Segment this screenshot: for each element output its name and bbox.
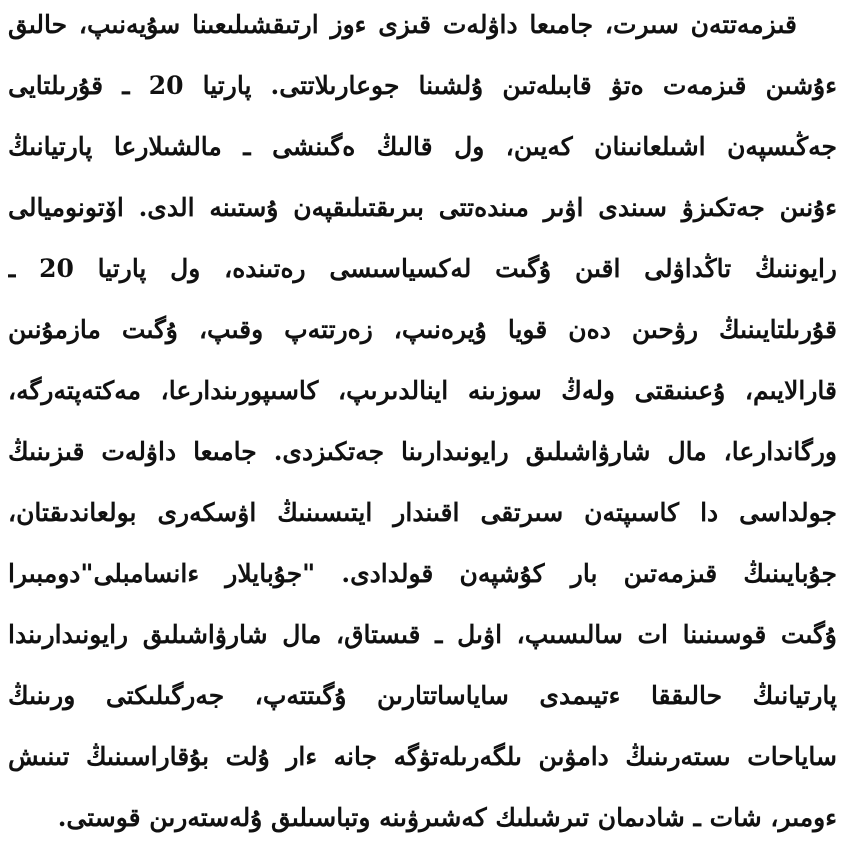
text-line: ءومىر، شات ـ شادىمان تىرشىلىك كەشىرۋىنە وتباسىلىق ۇلەستەرىن قوستى. bbox=[57, 803, 837, 832]
text-line: ساياحات ىستەرىنىڭ دامۋىن ىلگەرىلەتۋگە جانە ءار ۇلت بۇقاراسىنىڭ تىنىش bbox=[8, 742, 837, 771]
text-line: قىزمەتتەن سىرت، جامىعا داۋلەت قىزى ءوز ارتىقشىلىعىنا سۇيەنىپ، حالىق bbox=[8, 10, 797, 39]
text-line: رايوننىڭ تاڭداۋلى اقىن ۇگىت لەكسياسىسى رەتىندە، ول پارتيا 20 ـ bbox=[8, 254, 837, 283]
text-line: پارتيانىڭ حالىققا ءتيىمدى ساياساتتارىن ۇگىتتەپ، جەرگىلىكتى ورىنىڭ bbox=[8, 681, 837, 710]
text-line: قارالايىم، ۇعىنىقتى ولەڭ سوزىنە اينالدىرىپ، كاسىپورىندارعا، مەكتەپتەرگە، bbox=[8, 376, 837, 405]
text-line: ورگاندارعا، مال شارۋاشىلىق رايونىدارىنا جەتكىزدى. جامىعا داۋلەت قىزىنىڭ bbox=[8, 437, 837, 466]
text-line: ءۇشىن قىزمەت ەتۋ قابىلەتىن ۇلشىنا جوعارىلاتتى. پارتيا 20 ـ قۇرىلتايى bbox=[8, 71, 837, 100]
text-line: ءۇنىن جەتكىزۋ سىندى اۋىر مىندەتتى بىرىقتىلىقپەن ۇستىنە الدى. اۆتونوميالى bbox=[8, 193, 837, 222]
text-line: ۇگىت قوسىنىنا ات سالىسىپ، اۋىل ـ قىستاق، مال شارۋاشىلىق رايونىدارىندا bbox=[8, 620, 837, 649]
text-line: جەڭىسپەن اشىلعانىنان كەيىن، ول قالىڭ ەگىنشى ـ مالشىلارعا پارتيانىڭ bbox=[8, 132, 837, 161]
text-line: قۇرىلتايىنىڭ رۋحىن دەن قويا ۇيرەنىپ، زەرتتەپ وقىپ، ۇگىت مازمۇنىن bbox=[8, 315, 837, 344]
text-line: جۇبايىنىڭ قىزمەتىن بار كۇشپەن قولدادى. "جۇبايلار ءانسامبلى"دومبىرا bbox=[8, 559, 837, 588]
text-line: جولداسى دا كاسىپتەن سىرتقى اقىندار ايتىسىنىڭ اۋسكەرى بولعاندىقتان، bbox=[8, 498, 837, 527]
paragraph bbox=[8, 0, 837, 854]
